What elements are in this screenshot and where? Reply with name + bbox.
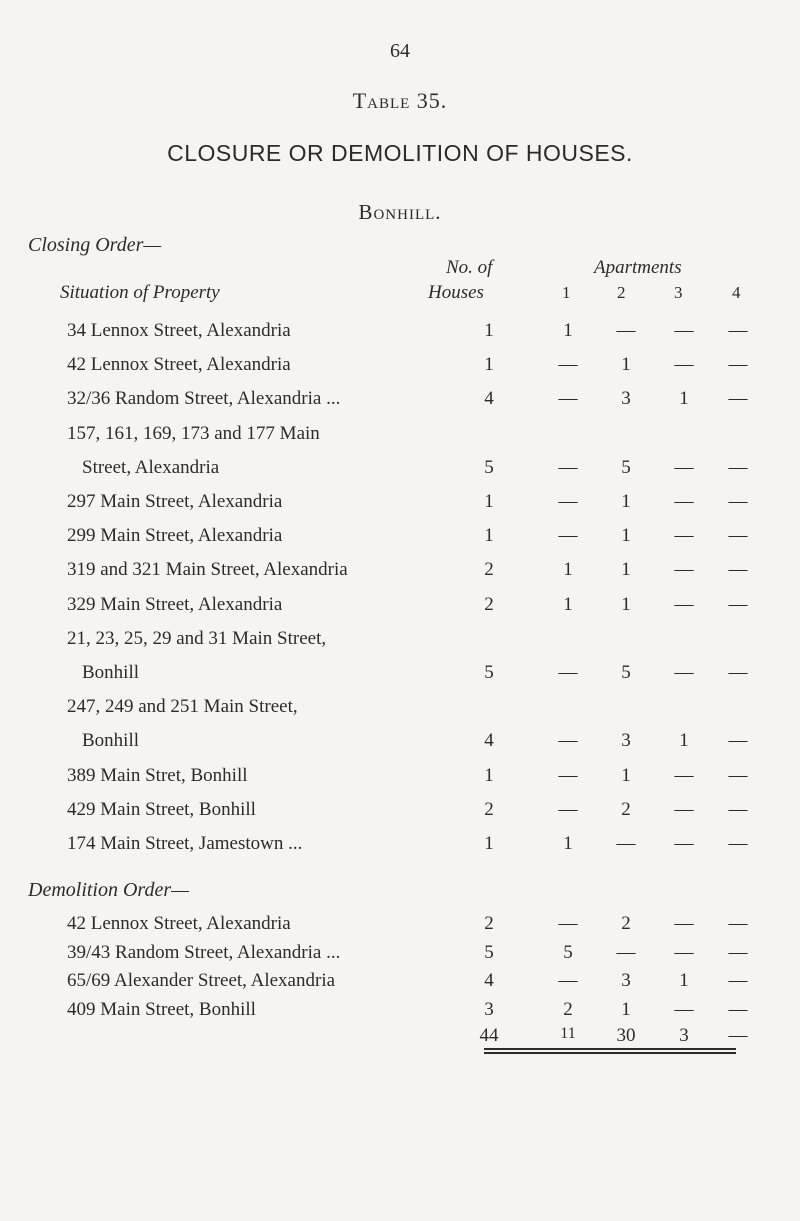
apartments-4-count: — [728,941,748,963]
apartments-4-count: — [728,970,748,992]
apartments-4-count: — [728,662,748,683]
total-apt-3: 3 [679,1025,689,1046]
houses-count: 1 [484,491,494,512]
apartments-1-count: — [558,491,578,512]
table-row [0,970,800,1000]
apartments-1-count: — [558,354,578,376]
houses-count: 2 [484,593,494,615]
apartments-3-count: 1 [679,970,689,992]
houses-count: 1 [484,833,494,854]
apartments-1-count: 5 [563,941,573,963]
apartments-1-count: 1 [563,320,573,341]
houses-count: 1 [484,525,494,547]
apartments-2-count: 5 [621,456,631,478]
header-apt-4: 4 [732,283,741,302]
apartments-1-count: — [558,913,578,934]
apartments-4-count: — [728,913,748,934]
apartments-1-count: 1 [563,559,573,581]
apartments-3-count: 1 [679,388,689,410]
houses-count: 1 [484,320,494,341]
apartments-2-count: 1 [621,593,631,615]
houses-count: 2 [484,559,494,581]
apartments-1-count: — [558,456,578,478]
apartments-1-count: 1 [563,833,573,854]
apartments-3-count: — [674,941,694,963]
table-row [0,765,800,795]
property-description: 329 Main Street, Alexandria [67,593,283,615]
header-apt-3: 3 [674,283,683,302]
apartments-3-count: — [674,764,694,786]
apartments-1-count: — [558,970,578,992]
apartments-4-count: — [728,730,748,752]
table-row [0,696,800,726]
apartments-2-count: 1 [621,764,631,786]
apartments-4-count: — [728,456,748,478]
apartments-2-count: 3 [621,388,631,410]
apartments-3-count: — [674,662,694,683]
property-description: Bonhill [82,730,140,752]
table-row [0,525,800,555]
property-description: 39/43 Random Street, Alexandria ... [67,941,341,963]
property-description: 21, 23, 25, 29 and 31 Main Street, [67,627,327,649]
apartments-3-count: — [674,559,694,581]
apartments-3-count: — [674,320,694,341]
header-apt-2: 2 [617,283,626,302]
apartments-3-count: — [674,998,694,1020]
closing-order-label: Closing Order— [28,234,162,256]
houses-count: 4 [484,388,494,410]
table-row [0,423,800,453]
header-houses: Houses [428,282,484,303]
houses-count: 4 [484,730,494,752]
apartments-1-count: — [558,525,578,547]
total-apt-2: 30 [616,1025,636,1046]
apartments-2-count: 3 [621,730,631,752]
apartments-2-count: 2 [621,913,631,934]
total-apt-1: 11 [560,1025,576,1042]
apartments-1-count: — [558,764,578,786]
property-description: 247, 249 and 251 Main Street, [67,696,298,718]
totals-double-rule-bottom [484,1052,736,1054]
property-description: Street, Alexandria [82,456,220,478]
page-number: 64 [390,40,410,62]
apartments-3-count: — [674,833,694,854]
apartments-4-count: — [728,388,748,410]
property-description: 297 Main Street, Alexandria [67,491,283,512]
apartments-3-count: 1 [679,730,689,752]
apartments-3-count: — [674,491,694,512]
apartments-1-count: — [558,730,578,752]
apartments-2-count: — [616,833,636,854]
apartments-1-count: 2 [563,998,573,1020]
page-title: CLOSURE OR DEMOLITION OF HOUSES. [167,140,633,166]
demolition-order-label: Demolition Order— [28,879,189,901]
property-description: 157, 161, 169, 173 and 177 Main [67,422,320,444]
houses-count: 1 [484,354,494,376]
table-row [0,491,800,521]
table-row [0,559,800,589]
property-description: 299 Main Street, Alexandria [67,525,283,547]
header-situation: Situation of Property [60,282,220,303]
apartments-2-count: — [616,320,636,341]
houses-count: 2 [484,798,494,820]
table-row [0,662,800,692]
property-description: 42 Lennox Street, Alexandria [67,913,291,934]
apartments-2-count: — [616,941,636,963]
houses-count: 5 [484,662,494,683]
table-row [0,833,800,863]
property-description: 42 Lennox Street, Alexandria [67,354,291,376]
property-description: 389 Main Stret, Bonhill [67,764,248,786]
table-row [0,594,800,624]
property-description: 32/36 Random Street, Alexandria ... [67,388,341,410]
apartments-2-count: 1 [621,559,631,581]
apartments-4-count: — [728,998,748,1020]
apartments-4-count: — [728,354,748,376]
apartments-4-count: — [728,833,748,854]
houses-count: 5 [484,941,494,963]
apartments-4-count: — [728,491,748,512]
apartments-2-count: 1 [621,491,631,512]
houses-count: 4 [484,970,494,992]
houses-count: 5 [484,456,494,478]
apartments-1-count: — [558,662,578,683]
table-row [0,628,800,658]
property-description: 409 Main Street, Bonhill [67,998,256,1020]
apartments-4-count: — [728,559,748,581]
table-row [0,942,800,972]
apartments-1-count: — [558,798,578,820]
table-label: Table 35. [352,88,448,113]
apartments-3-count: — [674,913,694,934]
apartments-3-count: — [674,456,694,478]
property-description: Bonhill [82,662,140,683]
property-description: 65/69 Alexander Street, Alexandria [67,970,336,992]
houses-count: 3 [484,998,494,1020]
header-apartments: Apartments [594,257,682,278]
apartments-4-count: — [728,764,748,786]
total-houses: 44 [479,1025,499,1046]
table-row [0,388,800,418]
table-row [0,799,800,829]
table-row [0,457,800,487]
property-description: 34 Lennox Street, Alexandria [67,320,291,341]
apartments-3-count: — [674,354,694,376]
table-row [0,913,800,943]
apartments-4-count: — [728,798,748,820]
apartments-2-count: 5 [621,662,631,683]
property-description: 429 Main Street, Bonhill [67,798,256,820]
total-apt-4: — [728,1025,748,1046]
apartments-2-count: 1 [621,998,631,1020]
apartments-1-count: — [558,388,578,410]
apartments-4-count: — [728,320,748,341]
apartments-1-count: 1 [563,593,573,615]
houses-count: 1 [484,764,494,786]
apartments-4-count: — [728,593,748,615]
totals-row [0,1025,800,1055]
apartments-3-count: — [674,798,694,820]
totals-double-rule-top [484,1048,736,1050]
apartments-2-count: 2 [621,798,631,820]
apartments-4-count: — [728,525,748,547]
houses-count: 2 [484,913,494,934]
apartments-2-count: 1 [621,354,631,376]
apartments-3-count: — [674,525,694,547]
table-row [0,320,800,350]
table-row [0,730,800,760]
table-row [0,354,800,384]
header-no-of: No. of [446,257,493,278]
apartments-2-count: 3 [621,970,631,992]
apartments-2-count: 1 [621,525,631,547]
header-apt-1: 1 [562,283,571,302]
apartments-3-count: — [674,593,694,615]
property-description: 319 and 321 Main Street, Alexandria [67,559,348,581]
property-description: 174 Main Street, Jamestown ... [67,833,303,854]
district-heading: Bonhill. [358,200,442,224]
